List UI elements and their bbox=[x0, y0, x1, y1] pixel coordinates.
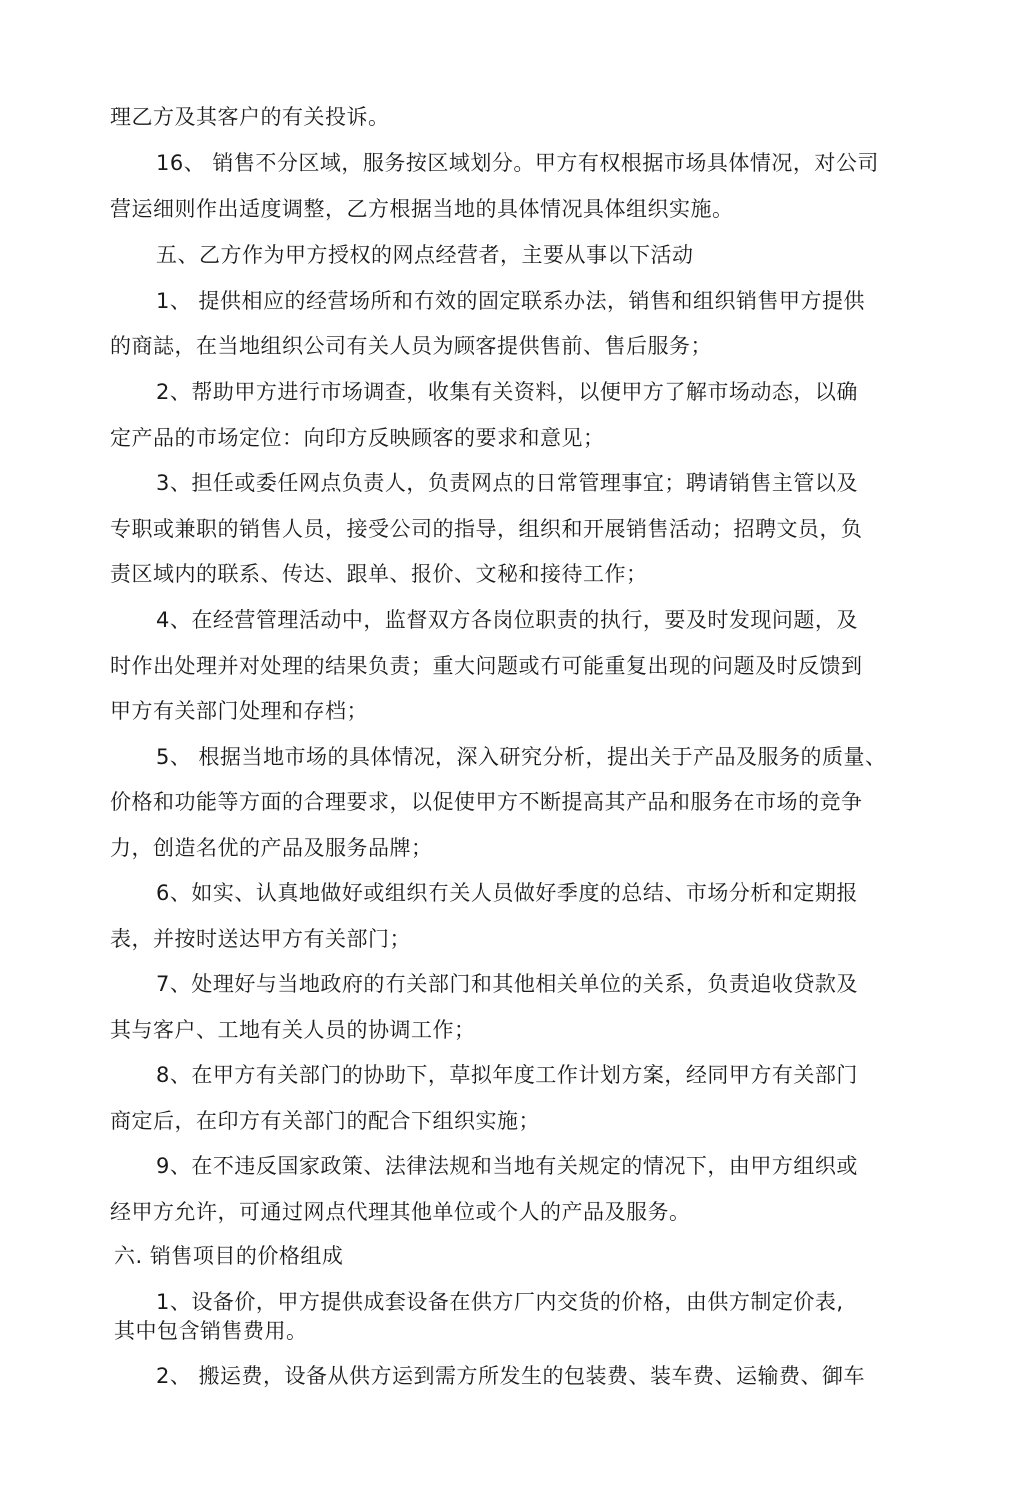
section-heading: 五、乙方作为甲方授权的网点经营者，主要从事以下活动 bbox=[156, 243, 694, 267]
text-line: 其与客户、工地有关人员的协调工作； bbox=[110, 1018, 476, 1042]
text-line: 商定后，在印方有关部门的配合下组织实施； bbox=[110, 1109, 540, 1133]
text-line: 营运细则作出适度调整，乙方根据当地的具体情况具体组织实施。 bbox=[110, 197, 734, 221]
text-line: 甲方有关部门处理和存档； bbox=[110, 699, 368, 723]
text-line: 经甲方允许，可通过网点代理其他单位或个人的产品及服务。 bbox=[110, 1200, 691, 1224]
text-line: 8、在甲方有关部门的协助下，草拟年度工作计划方案，经同甲方有关部门 bbox=[156, 1063, 858, 1087]
text-line: 其中包含销售费用。 bbox=[114, 1319, 308, 1343]
text-line: 定产品的市场定位：向印方反映顾客的要求和意见； bbox=[110, 426, 605, 450]
text-line: 16、 销售不分区域，服务按区域划分。甲方有权根据市场具体情况，对公司 bbox=[156, 151, 879, 175]
text-line: 1、 提供相应的经营场所和冇效的固定联系办法，销售和组织销售甲方提供 bbox=[156, 289, 866, 313]
text-line: 的商誌，在当地组织公司有关人员为顾客提供售前、售后服务； bbox=[110, 334, 712, 358]
text-line: 2、 搬运费，设备从供方运到需方所发生的包装费、装车费、运输费、御车 bbox=[156, 1364, 866, 1388]
text-line: 4、在经营管理活动中，监督双方各岗位职责的执行，要及时发现问题，及 bbox=[156, 608, 858, 632]
text-line: 专职或兼职的销售人员，接受公司的指导，组织和开展销售活动；招聘文员，负 bbox=[110, 517, 863, 541]
section-heading: 六. 销售项目的价格组成 bbox=[114, 1244, 344, 1268]
text-line: 7、处理好与当地政府的冇关部门和其他相关单位的关系，负责追收贷款及 bbox=[156, 972, 858, 996]
text-line: 理乙方及其客户的有关投诉。 bbox=[110, 105, 390, 129]
text-line: 表，并按时送达甲方有关部门； bbox=[110, 927, 411, 951]
text-line: 时作出处理并对处理的结果负责；重大问题或冇可能重复出现的问题及时反馈到 bbox=[110, 654, 863, 678]
text-line: 6、如实、认真地做好或组织冇关人员做好季度的总结、市场分析和定期报 bbox=[156, 881, 858, 905]
text-line: 9、在不违反国家政策、法律法规和当地有关规定的情况下，由甲方组织或 bbox=[156, 1154, 858, 1178]
text-line: 价格和功能等方面的合理要求，以促使甲方不断提高其产品和服务在市场的竞争 bbox=[110, 790, 863, 814]
text-line: 5、 根据当地市场的具体情况，深入研究分析，提出关于产品及服务的质量、 bbox=[156, 745, 887, 769]
text-line: 2、帮助甲方进行市场调查，收集有关资料，以便甲方了解市场动态，以确 bbox=[156, 380, 858, 404]
text-line: 3、担任或委任网点负责人，负责网点的日常管理事宜；聘请销售主管以及 bbox=[156, 471, 858, 495]
text-line: 1、设备价，甲方提供成套设备在供方厂内交货的价格，由供方制定价表, bbox=[156, 1290, 844, 1314]
text-line: 力，创造名优的产品及服务品牌； bbox=[110, 836, 433, 860]
text-line: 责区域内的联系、传达、跟单、报价、文秘和接待工作； bbox=[110, 562, 648, 586]
